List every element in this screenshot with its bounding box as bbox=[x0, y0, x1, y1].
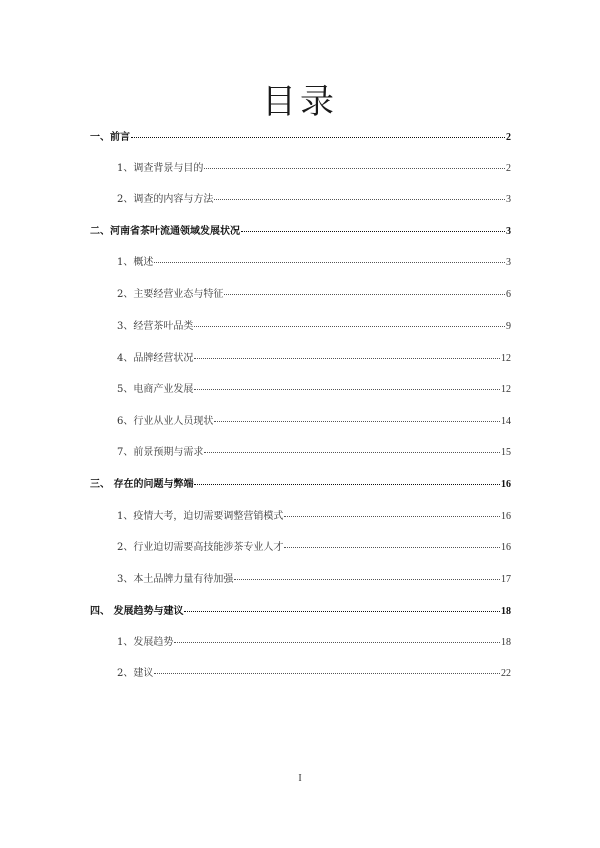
toc-entry-label: 6、行业从业人员现状 bbox=[117, 416, 214, 427]
toc-entry-trends-suggestions[interactable] bbox=[90, 605, 511, 619]
toc-entry-development-status[interactable] bbox=[90, 225, 511, 239]
dot-leader bbox=[194, 358, 500, 359]
toc-entry-page: 16 bbox=[501, 542, 511, 553]
toc-entry-label: 5、电商产业发展 bbox=[117, 384, 194, 395]
toc-entry-page: 12 bbox=[501, 353, 511, 364]
toc-entry-overview[interactable] bbox=[117, 256, 511, 270]
toc-entry-page: 2 bbox=[506, 163, 511, 174]
toc-entry-label: 3、经营茶叶品类 bbox=[117, 321, 194, 332]
toc-entry-page: 9 bbox=[506, 321, 511, 332]
toc-entry-label: 1、疫情大考，迫切需要调整营销模式 bbox=[117, 511, 284, 522]
dot-leader bbox=[214, 199, 505, 200]
footer-page-number: I bbox=[298, 773, 302, 784]
dot-leader bbox=[154, 262, 505, 263]
toc-entry-brand-status[interactable] bbox=[117, 352, 511, 366]
toc-entry-page: 12 bbox=[501, 384, 511, 395]
toc-entry-trends[interactable] bbox=[117, 636, 511, 650]
toc-entry-tea-categories[interactable] bbox=[117, 320, 511, 334]
toc-entry-label: 1、发展趋势 bbox=[117, 637, 174, 648]
toc-entry-label: 2、主要经营业态与特征 bbox=[117, 289, 224, 300]
dot-leader bbox=[174, 642, 500, 643]
toc-entry-label: 2、调查的内容与方法 bbox=[117, 194, 214, 205]
toc-entry-label: 三、 存在的问题与弊端 bbox=[90, 479, 194, 490]
toc-entry-page: 16 bbox=[501, 479, 511, 490]
toc-entry-page: 22 bbox=[501, 668, 511, 679]
toc-entry-page: 3 bbox=[506, 194, 511, 205]
dot-leader bbox=[284, 516, 500, 517]
toc-entry-content-methods[interactable] bbox=[117, 193, 511, 207]
toc-entry-practitioners[interactable] bbox=[117, 415, 511, 429]
dot-leader bbox=[241, 231, 505, 232]
toc-entry-label: 7、前景预期与需求 bbox=[117, 447, 204, 458]
toc-entry-label: 1、概述 bbox=[117, 257, 154, 268]
toc-entry-label: 2、行业迫切需要高技能涉茶专业人才 bbox=[117, 542, 284, 553]
toc-entry-background-purpose[interactable] bbox=[117, 162, 511, 176]
toc-entry-outlook-demand[interactable] bbox=[117, 446, 511, 460]
dot-leader bbox=[204, 168, 505, 169]
toc-entry-page: 15 bbox=[501, 447, 511, 458]
toc-entry-preface[interactable] bbox=[90, 131, 511, 145]
toc-entry-label: 一、前言 bbox=[90, 132, 130, 143]
dot-leader bbox=[234, 579, 500, 580]
toc-title: 目录 bbox=[262, 82, 338, 122]
dot-leader bbox=[224, 294, 505, 295]
dot-leader bbox=[194, 389, 500, 390]
toc-entry-epidemic-marketing[interactable] bbox=[117, 510, 511, 524]
toc-entry-page: 3 bbox=[506, 257, 511, 268]
dot-leader bbox=[214, 421, 500, 422]
dot-leader bbox=[284, 547, 500, 548]
toc-entry-page: 18 bbox=[501, 637, 511, 648]
dot-leader bbox=[194, 484, 500, 485]
toc-entry-page: 16 bbox=[501, 511, 511, 522]
toc-entry-page: 18 bbox=[501, 606, 511, 617]
dot-leader bbox=[184, 611, 500, 612]
toc-entry-page: 6 bbox=[506, 289, 511, 300]
toc-entry-label: 3、本土品牌力量有待加强 bbox=[117, 574, 234, 585]
toc-entry-label: 二、河南省茶叶流通领域发展状况 bbox=[90, 226, 240, 237]
toc-entry-skilled-talent[interactable] bbox=[117, 541, 511, 555]
toc-entry-local-brands[interactable] bbox=[117, 573, 511, 587]
toc-entry-page: 2 bbox=[506, 132, 511, 143]
toc-entry-page: 14 bbox=[501, 416, 511, 427]
toc-entry-problems[interactable] bbox=[90, 478, 511, 492]
toc-entry-label: 1、调查背景与目的 bbox=[117, 163, 204, 174]
dot-leader bbox=[204, 452, 500, 453]
dot-leader bbox=[154, 673, 500, 674]
toc-entry-label: 四、 发展趋势与建议 bbox=[90, 606, 184, 617]
dot-leader bbox=[131, 137, 505, 138]
toc-entry-business-formats[interactable] bbox=[117, 288, 511, 302]
toc-entry-suggestions[interactable] bbox=[117, 667, 511, 681]
toc-entry-page: 17 bbox=[501, 574, 511, 585]
toc-entry-label: 4、品牌经营状况 bbox=[117, 353, 194, 364]
toc-entry-ecommerce[interactable] bbox=[117, 383, 511, 397]
dot-leader bbox=[194, 326, 505, 327]
toc-entry-label: 2、建议 bbox=[117, 668, 154, 679]
toc-entry-page: 3 bbox=[506, 226, 511, 237]
